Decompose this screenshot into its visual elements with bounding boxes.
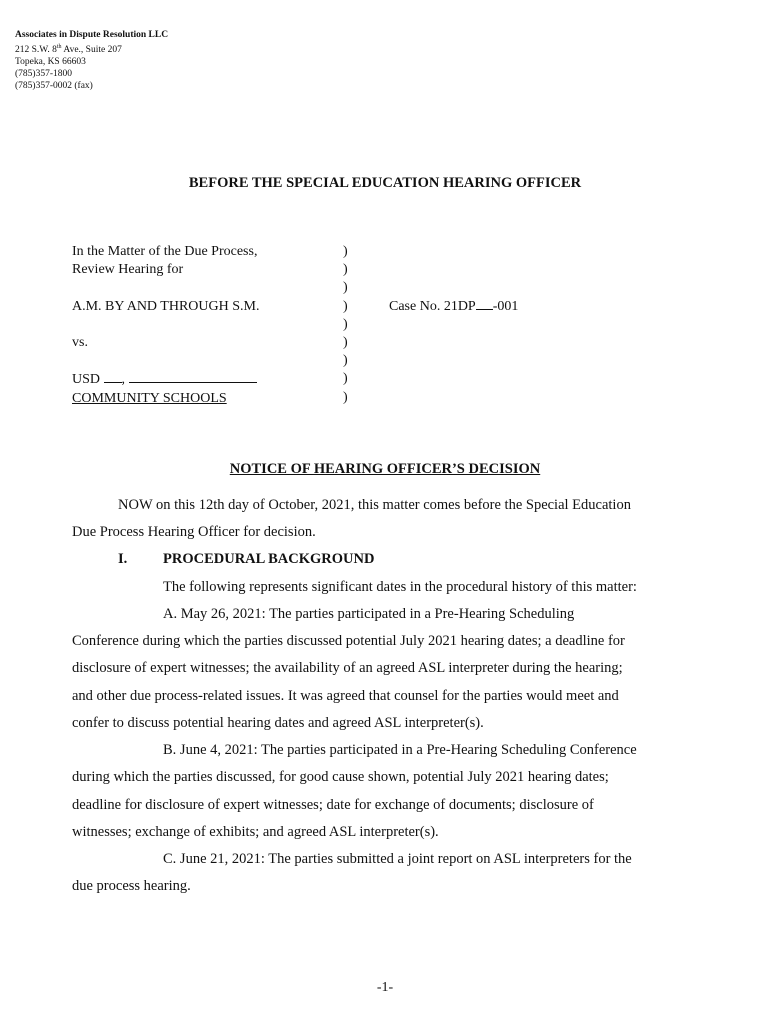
para-c-line-2: due process hearing.: [72, 878, 191, 894]
firm-phone: (785)357-1800: [15, 69, 72, 80]
page-number: -1-: [376, 980, 394, 995]
para-a-line-3: disclosure of expert witnesses; the availability of an agreed ASL interpreter during the hearing;: [72, 660, 623, 676]
firm-address: [15, 41, 168, 56]
para-a-line-5: confer to discuss potential hearing dates and agreed ASL interpreter(s).: [72, 715, 484, 731]
para-a-line-1: A. May 26, 2021: The parties participated in a Pre-Hearing Scheduling: [163, 606, 575, 622]
caption-vs: vs.: [72, 335, 88, 351]
usd-name-blank: [129, 370, 257, 383]
notice-title: NOTICE OF HEARING OFFICER’S DECISION: [229, 461, 541, 477]
para-b-line-2: during which the parties discussed, for good cause shown, potential July 2021 hearing dates;: [72, 769, 609, 785]
intro-line-1: NOW on this 12th day of October, 2021, this matter comes before the Special Education: [118, 497, 631, 513]
para-b-line-1: B. June 4, 2021: The parties participated in a Pre-Hearing Scheduling Conference: [163, 742, 637, 758]
caption-usd: USD ,: [72, 370, 343, 389]
firm-city: Topeka, KS 66603: [15, 57, 86, 68]
firm-fax: (785)357-0002 (fax): [15, 81, 93, 92]
caption-parentheses: ) ) ) ) ) ) ) ) ): [343, 244, 348, 405]
intro-line-2: Due Process Hearing Officer for decision.: [72, 524, 316, 540]
address-ordinal: th: [56, 44, 62, 50]
para-a-line-2: Conference during which the parties discussed potential July 2021 hearing dates; a deadline for: [72, 633, 625, 649]
caption-community: COMMUNITY SCHOOLS: [72, 390, 227, 406]
usd-number-blank: [104, 370, 122, 383]
para-c-line-1: C. June 21, 2021: The parties submitted a joint report on ASL interpreters for the: [163, 851, 632, 867]
document-title: BEFORE THE SPECIAL EDUCATION HEARING OFFICER: [188, 175, 582, 191]
address-suite: Ave., Suite 207: [61, 45, 122, 56]
caption-party: A.M. BY AND THROUGH S.M.: [72, 298, 260, 314]
letterhead: [15, 29, 168, 92]
para-b-line-3: deadline for disclosure of expert witnesses; date for exchange of documents; disclosure of: [72, 797, 594, 813]
section-title: PROCEDURAL BACKGROUND: [163, 551, 375, 567]
case-number: Case No. 21DP -001: [389, 299, 519, 314]
address-street: 212 S.W. 8: [15, 45, 57, 56]
case-caption: [72, 243, 343, 408]
case-number-blank: [476, 297, 493, 310]
firm-name: Associates in Dispute Resolution LLC: [15, 30, 169, 40]
para-b-line-4: witnesses; exchange of exhibits; and agreed ASL interpreter(s).: [72, 824, 439, 840]
section-number: I.: [118, 551, 128, 567]
para-a-line-4: and other due process-related issues. It was agreed that counsel for the parties would meet and: [72, 688, 619, 704]
para-lead: The following represents significant dates in the procedural history of this matter:: [163, 579, 637, 595]
caption-line-2: Review Hearing for: [72, 262, 184, 278]
caption-line-1: In the Matter of the Due Process,: [72, 244, 258, 259]
